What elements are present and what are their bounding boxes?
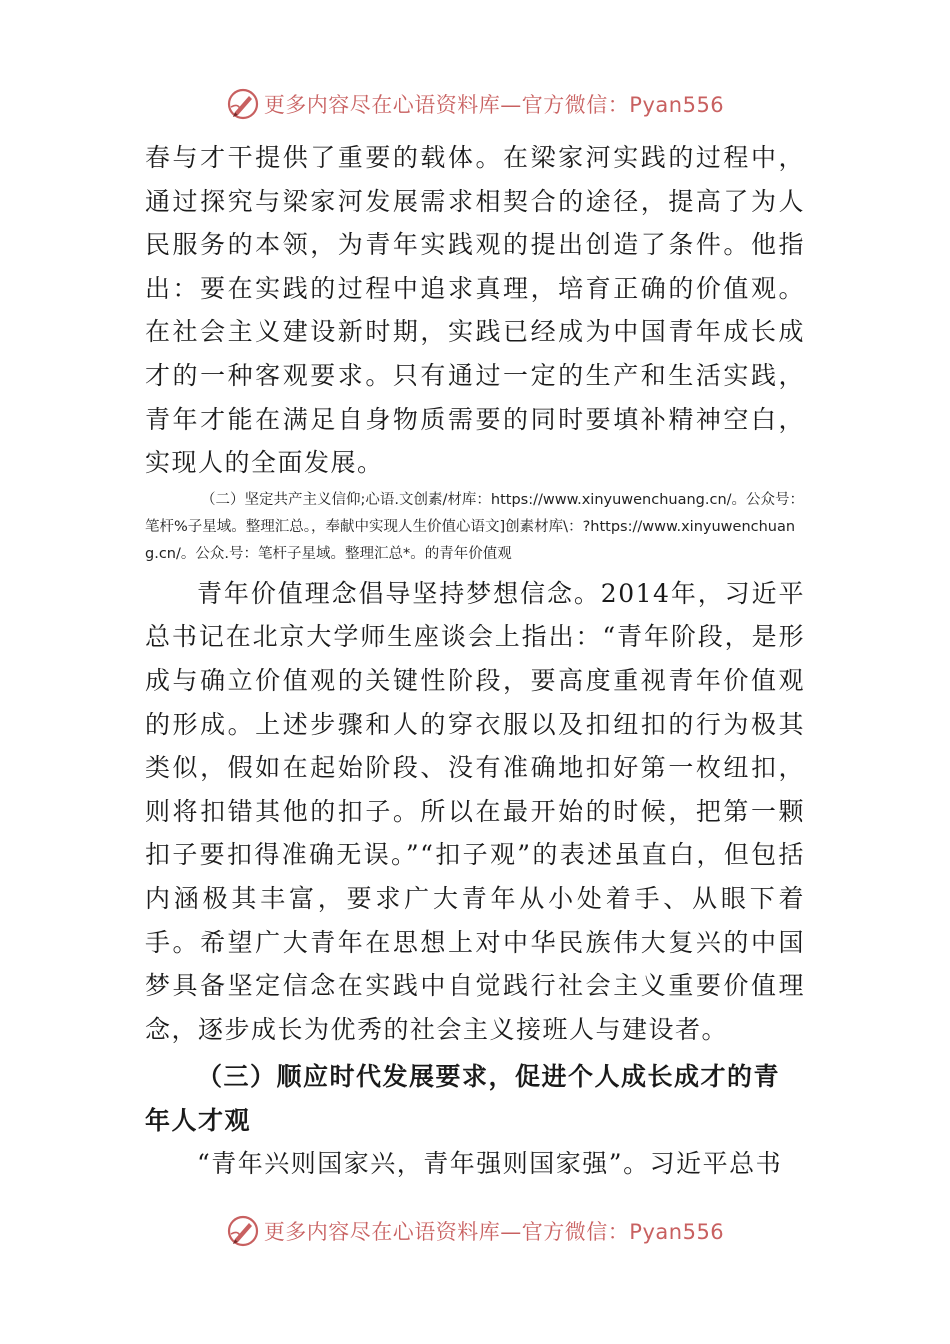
paragraph: 春与才干提供了重要的载体。在梁家河实践的过程中，通过探究与梁家河发展需求相契合的途径，提高了为人民服务的本领，为青年实践观的提出创造了条件。他指出：要在实践的过程中追求真理，培育正确的价值观。在社会主义建设新时期，实践已经成为中国青年成长成才的一种客观要求。只有通过一定的生产和生活实践，青年才能在满足自身物质需要的同时要填补精神空白，实现人的全面发展。 bbox=[145, 143, 805, 478]
paragraph: “青年兴则国家兴，青年强则国家强”。习近平总书 bbox=[197, 1149, 783, 1179]
paragraph: 青年价值理念倡导坚持梦想信念。2014年，习近平总书记在北京大学师生座谈会上指出：“青年阶段，是形成与确立价值观的关键性阶段，要高度重视青年价值观的形成。上述步骤和人的穿衣服以及扣纽扣的行为极其类似，假如在起始阶段、没有准确地扣好第一枚纽扣，则将扣错其他的扣子。所以在最开始的时候，把第一颗扣子要扣得准确无误。”“扣子观”的表述虽直白，但包括内涵极其丰富，要求广大青年从小处着手、从眼下着手。希望广大青年在思想上对中华民族伟大复兴的中国梦具备坚定信念在实践中自觉践行社会主义重要价值理念，逐步成长为优秀的社会主义接班人与建设者。 bbox=[145, 578, 805, 1044]
document-body bbox=[145, 136, 805, 1186]
header-watermark-banner bbox=[0, 84, 950, 124]
pen-logo-icon bbox=[226, 1214, 260, 1248]
watermark-text: 更多内容尽在心语资料库—官方微信：Pyan556 bbox=[263, 1220, 725, 1244]
section-subheading: （二）坚定共产主义信仰;心语.文创素/材库：https://www.xinyuwenchuang.cn/。公众号：笔杆%子星域。整理汇总。，奉献中实现人生价值心语文]创素材库\：?https://www.xinyuwenchuang.cn/。公众.号：笔杆子星域。整理汇总*。的青年价值观 bbox=[145, 491, 805, 562]
watermark-text: 更多内容尽在心语资料库—官方微信：Pyan556 bbox=[263, 93, 725, 117]
section-heading: （三）顺应时代发展要求，促进个人成长成才的青年人才观 bbox=[145, 1062, 781, 1135]
pen-logo-icon bbox=[226, 87, 260, 121]
footer-watermark-banner bbox=[0, 1211, 950, 1251]
